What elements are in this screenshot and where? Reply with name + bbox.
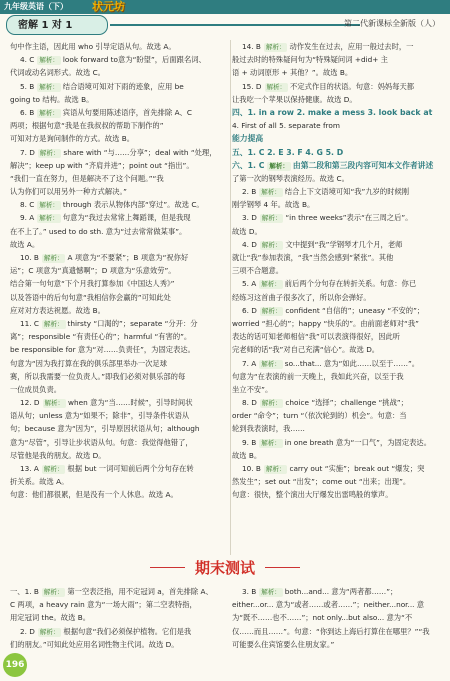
line-text: 以及答语中的后句句意“我相信你会赢的”可知此处 xyxy=(10,292,171,302)
text-line xyxy=(10,611,222,624)
analysis-tag: 解析： xyxy=(44,399,65,408)
text-line xyxy=(10,106,222,119)
text-line xyxy=(232,383,442,396)
line-text: 故选 B。 xyxy=(232,450,262,460)
line-text: 语 + 动词原形 + 其他？”。故选 B。 xyxy=(232,68,353,78)
question-number: 6. B xyxy=(20,107,35,117)
question-number: 8. C xyxy=(20,200,35,210)
header-rule xyxy=(110,24,360,26)
text-line xyxy=(10,409,222,422)
analysis-tag: 解析： xyxy=(44,319,64,328)
bottom-right-column xyxy=(232,585,442,651)
column-divider xyxy=(230,40,231,555)
analysis-tag: 解析： xyxy=(43,465,64,473)
text-line xyxy=(10,585,222,598)
text-line xyxy=(10,132,222,145)
question-number: 4. D xyxy=(242,239,257,249)
text-line xyxy=(232,436,442,449)
line-text: in one breath 意为“一口气”，为固定表达。 xyxy=(284,437,432,447)
line-text: 句意为“我过去常常上舞蹈课，但是我现 xyxy=(62,213,191,223)
series-logo: 状元坊 xyxy=(92,0,125,13)
text-line xyxy=(232,585,442,598)
analysis-tag: 解析： xyxy=(261,438,281,447)
line-text: 完老师的话“我”对自己充满“信心”。故选 D。 xyxy=(232,345,380,355)
question-number: 9. A xyxy=(20,213,35,223)
text-line xyxy=(10,625,222,638)
analysis-tag: 解析： xyxy=(39,201,59,210)
text-line xyxy=(10,383,222,396)
question-number: 6. D xyxy=(242,305,257,315)
line-text: 结合上下文语境可知“我”九岁的时候刚 xyxy=(284,187,410,197)
analysis-tag: 解析： xyxy=(39,108,59,117)
question-number: 12. D xyxy=(20,398,40,408)
line-text: order “命令”；turn “（依次轮到的）机会”。句意：当 xyxy=(232,411,407,421)
line-text: 尽管他是我的朋友。故选 D。 xyxy=(10,450,106,460)
question-number: 3. B xyxy=(242,587,257,596)
text-line xyxy=(10,317,222,330)
text-line xyxy=(10,277,222,290)
text-line xyxy=(232,625,442,638)
line-text: 用定冠词 the。故选 B。 xyxy=(10,613,90,623)
line-text: confident “自信的”；uneasy “不安的”； xyxy=(285,305,425,315)
text-line xyxy=(232,611,442,624)
text-line xyxy=(232,106,442,119)
text-line xyxy=(10,172,222,185)
text-line xyxy=(10,449,222,462)
text-line xyxy=(232,172,442,185)
line-text: 刚学钢琴 4 年。故选 B。 xyxy=(232,200,315,210)
text-line xyxy=(10,53,222,66)
text-line xyxy=(10,80,222,93)
analysis-tag: 解析： xyxy=(261,306,282,315)
analysis-tag: 解析： xyxy=(43,588,64,596)
line-text: 五、1. C 2. E 3. F 4. G 5. D xyxy=(232,147,344,157)
line-text: 结合第一句句意“下个月我打算参加《中国达人秀》” xyxy=(10,279,175,289)
line-text: choice “选择”；challenge “挑战”； xyxy=(285,398,408,408)
text-line xyxy=(10,357,222,370)
text-line xyxy=(232,422,442,435)
text-line xyxy=(232,225,442,238)
text-line xyxy=(232,185,442,198)
analysis-tag: 解析： xyxy=(261,280,281,289)
section-title xyxy=(150,557,300,579)
text-line xyxy=(10,93,222,106)
final-test-title: 期末测试 xyxy=(185,557,265,578)
left-column xyxy=(10,40,222,502)
line-text: 句意：他们都很累，但是没有一个人休息。故选 A。 xyxy=(10,490,178,500)
analysis-tag: 解析： xyxy=(261,359,281,368)
text-line xyxy=(232,211,442,224)
analysis-tag: 解析： xyxy=(261,240,282,249)
text-line xyxy=(232,66,442,79)
text-line xyxy=(10,264,222,277)
analysis-tag: 解析： xyxy=(269,161,289,170)
question-number: 5. A xyxy=(242,279,257,289)
analysis-tag: 解析： xyxy=(261,399,282,408)
text-line xyxy=(10,343,222,356)
bottom-left-column xyxy=(10,585,222,651)
question-number: 8. D xyxy=(242,398,257,408)
question-number: 10. B xyxy=(20,253,39,262)
analysis-tag: 解析： xyxy=(39,56,59,65)
secret-label: 密解 1 对 1 xyxy=(18,20,73,31)
question-number: 5. B xyxy=(20,81,35,91)
text-line xyxy=(232,409,442,422)
line-text: 动作发生在过去，应用一般过去时，一 xyxy=(289,42,414,51)
line-text: 第一空表泛指，用不定冠词 a，首先排除 A、 xyxy=(67,587,213,596)
text-line xyxy=(10,225,222,238)
line-text: 句中作主语，因此用 who 引导定语从句。故选 A。 xyxy=(10,42,176,51)
line-text: thirsty “口渴的”；separate “分开：分 xyxy=(67,318,198,328)
line-text: 代词或动名词形式。故选 C。 xyxy=(10,68,105,78)
text-line xyxy=(232,238,442,251)
line-text: 离”；responsible “有责任心的”；harmful “有害的”。 xyxy=(10,332,192,342)
text-line xyxy=(10,304,222,317)
line-text: 让我吃一个苹果以保持健康。故选 D。 xyxy=(232,94,357,104)
line-text: 故选 A。 xyxy=(10,239,40,249)
text-line xyxy=(232,119,442,132)
text-line xyxy=(10,475,222,488)
line-text: 了第一次的钢琴表演经历。故选 C。 xyxy=(232,173,349,183)
text-line xyxy=(10,146,222,159)
line-text: 句意为“因为我打算在我的俱乐部里举办一次足球 xyxy=(10,358,168,368)
analysis-tag: 解析： xyxy=(43,254,64,262)
text-line xyxy=(232,264,442,277)
question-number: 7. A xyxy=(242,358,257,368)
analysis-tag: 解析： xyxy=(39,82,59,91)
line-text: 为“既不……也不……”；not only...but also... 意为“不 xyxy=(232,613,413,623)
text-line xyxy=(10,119,222,132)
grade-label: 九年级英语（下） xyxy=(4,2,68,11)
edition-label: 第二代新课标全新版（人） xyxy=(344,19,440,28)
line-text: 宾语从句要用陈述语序，首先排除 A、C xyxy=(62,107,192,117)
line-text: 句；because 意为“因为”，引导原因状语从句；although xyxy=(10,424,200,434)
line-text: “in three weeks”表示“在三周之后”。 xyxy=(285,213,413,223)
text-line xyxy=(10,40,222,53)
text-line xyxy=(10,291,222,304)
text-line xyxy=(232,93,442,106)
line-text: A 项意为“不要紧”；B 项意为“祝你好 xyxy=(67,253,189,262)
text-line xyxy=(232,317,442,330)
line-text: when 意为“当……时候”，引导时间状 xyxy=(68,398,193,408)
line-text: 轮到我表演时，我…… xyxy=(232,424,305,434)
page-header xyxy=(0,0,450,36)
line-text: 然发生”；set out “出发”；come out “出来；出现”。 xyxy=(232,477,411,487)
text-line xyxy=(10,488,222,501)
question-number: 4. C xyxy=(20,55,35,65)
line-text: 结合语境可知对下雨的迹象，应用 be xyxy=(62,81,184,91)
question-number: 9. B xyxy=(242,437,257,447)
analysis-tag: 解析： xyxy=(266,82,287,91)
text-line xyxy=(232,291,442,304)
page-number: 196 xyxy=(3,653,27,677)
text-line xyxy=(10,598,222,611)
line-text: 可能要么住宾馆要么住朋友家。” xyxy=(232,639,335,649)
line-text: C 两项，a heavy rain 意为“一场大雨”；第二空表特指， xyxy=(10,600,197,610)
line-text: 经练习这首曲子很多次了，所以你会弹好。 xyxy=(232,292,371,302)
text-line xyxy=(10,638,222,651)
line-text: 折关系。故选 A。 xyxy=(10,477,69,487)
section-line: 六、1. C xyxy=(232,160,265,170)
text-line xyxy=(232,462,442,475)
analysis-tag: 解析： xyxy=(39,214,59,223)
right-column xyxy=(232,40,442,502)
line-text: through 表示从物体内部“穿过”。故选 C。 xyxy=(62,200,204,210)
line-text: 就让“我”参加表演，“我”当然会感到“紧张”。其他 xyxy=(232,253,394,262)
text-line xyxy=(10,396,222,409)
line-text: 表达的话可知老师相信“我”可以表演得很好，因此听 xyxy=(232,332,401,342)
line-text: 坐立不安”。 xyxy=(232,384,273,394)
question-number: 一、1. B xyxy=(10,587,39,596)
line-text: 由第二段和第三段内容可知本文作者讲述 xyxy=(292,160,434,170)
analysis-tag: 解析： xyxy=(265,465,286,473)
text-line xyxy=(232,146,442,159)
question-number: 2. B xyxy=(242,187,257,197)
text-line xyxy=(232,449,442,462)
text-line xyxy=(10,370,222,383)
line-text: 4. First of all 5. separate from xyxy=(232,121,340,131)
line-text: worried “担心的”；happy “快乐的”。由前面老师对“我” xyxy=(232,318,419,328)
question-number: 2. D xyxy=(20,626,35,636)
line-text: 句意：很快，整个演出大厅爆发出雷鸣般的掌声。 xyxy=(232,490,393,500)
line-text: 句意为“在表演的前一天晚上，我如此兴奋，以至于我 xyxy=(232,371,404,381)
line-text: 在不上了。” used to do sth. 意为“过去常常做某事”。 xyxy=(10,226,187,236)
text-line xyxy=(232,488,442,501)
line-text: either...or... 意为“或者……或者……”；neither...nor... 意 xyxy=(232,600,425,610)
line-text: going to 结构。故选 B。 xyxy=(10,94,94,104)
question-number: 14. B xyxy=(242,42,261,51)
line-text: 三项不合题意。 xyxy=(232,266,284,276)
line-text: both...and... 意为“两者都……”； xyxy=(284,587,398,596)
line-text: 一位成员负责。 xyxy=(10,384,62,394)
question-number: 15. D xyxy=(242,81,262,91)
text-line xyxy=(232,80,442,93)
text-line xyxy=(232,198,442,211)
line-text: look forward to意为“盼望”，后面跟名词、 xyxy=(62,55,206,65)
line-text: 运”；C 项意为“真遗憾啊”；D 项意为“乐意效劳”。 xyxy=(10,266,176,276)
text-line xyxy=(10,251,222,264)
text-line xyxy=(232,370,442,383)
line-text: 仅……而且……”。句意：“你到达上海后打算住在哪里？”“我 xyxy=(232,626,430,636)
line-text: 根据 but 一词可知前后两个分句存在转 xyxy=(67,464,194,473)
text-line xyxy=(232,53,442,66)
question-number: 11. C xyxy=(20,318,40,328)
line-text: 语从句；unless 意为“如果不；除非”，引导条件状语从 xyxy=(10,411,190,421)
text-line xyxy=(10,238,222,251)
text-line xyxy=(10,159,222,172)
analysis-tag: 解析： xyxy=(261,588,281,596)
text-line xyxy=(232,396,442,409)
analysis-tag: 解析： xyxy=(265,43,286,51)
text-line xyxy=(232,40,442,53)
question-number: 7. D xyxy=(20,147,35,157)
line-text: 们的朋友。”可知此处应用名词性物主代词。故选 D。 xyxy=(10,639,179,649)
line-text: 能力提高 xyxy=(232,134,264,144)
text-line xyxy=(10,422,222,435)
line-text: 文中提到“我”学钢琴才几个月，老师 xyxy=(285,239,403,249)
line-text: 不定式作目的状语。句意：妈妈每天都 xyxy=(290,81,415,91)
line-text: 意为“尽管”，引导让步状语从句。句意：我觉得他错了， xyxy=(10,437,193,447)
text-line xyxy=(232,251,442,264)
question-number: 3. D xyxy=(242,213,257,223)
text-line xyxy=(232,132,442,145)
line-text: so...that... 意为“如此……以至于……”。 xyxy=(284,358,420,368)
text-line xyxy=(10,462,222,475)
text-line xyxy=(232,277,442,290)
text-line xyxy=(232,475,442,488)
line-text: 四、1. in a row 2. make a mess 3. look back at xyxy=(232,107,433,117)
text-line xyxy=(232,304,442,317)
text-line xyxy=(10,66,222,79)
text-line xyxy=(232,330,442,343)
text-line xyxy=(232,343,442,356)
line-text: 可知对方是询问制作的方式。故选 B。 xyxy=(10,134,135,144)
line-text: 赛，所以我需要一位负责人。”即我们必须对俱乐部的每 xyxy=(10,371,186,381)
analysis-tag: 解析： xyxy=(261,188,281,197)
line-text: 应对对方表达祝愿。故选 B。 xyxy=(10,305,105,315)
line-text: “我们一直在努力，但是解决不了这个问题。”“我 xyxy=(10,173,164,183)
analysis-tag: 解析： xyxy=(39,627,60,636)
text-line xyxy=(232,638,442,651)
line-text: carry out “实施”；break out “爆发；突 xyxy=(289,464,425,473)
text-line xyxy=(10,330,222,343)
line-text: 两项；根据句意“我是在我叔叔的帮助下制作的” xyxy=(10,121,164,131)
question-number: 13. A xyxy=(20,464,39,473)
line-text: be responsible for 意为“对……负责任”，为固定表达。 xyxy=(10,345,195,355)
text-line xyxy=(10,198,222,211)
line-text: 根据句意“我们必须保护植物。它们是我 xyxy=(63,626,192,636)
analysis-tag: 解析： xyxy=(261,214,282,223)
line-text: 认为你们可以用另外一种方式解决。” xyxy=(10,187,127,197)
line-text: share with “与……分享”；deal with “处理， xyxy=(63,147,217,157)
text-line xyxy=(10,185,222,198)
text-line xyxy=(232,357,442,370)
question-number: 10. B xyxy=(242,464,261,473)
line-text: 般过去时的特殊疑问句为“特殊疑问词 +did+ 主 xyxy=(232,55,388,65)
line-text: 前后两个分句存在转折关系。句意：你已 xyxy=(284,279,417,289)
text-line xyxy=(232,159,442,172)
text-line xyxy=(10,211,222,224)
line-text: 故选 D。 xyxy=(232,226,262,236)
text-line xyxy=(10,436,222,449)
line-text: 解决”；keep up with “齐肩并进”；point out “指出”。 xyxy=(10,160,194,170)
analysis-tag: 解析： xyxy=(39,148,60,157)
text-line xyxy=(232,598,442,611)
